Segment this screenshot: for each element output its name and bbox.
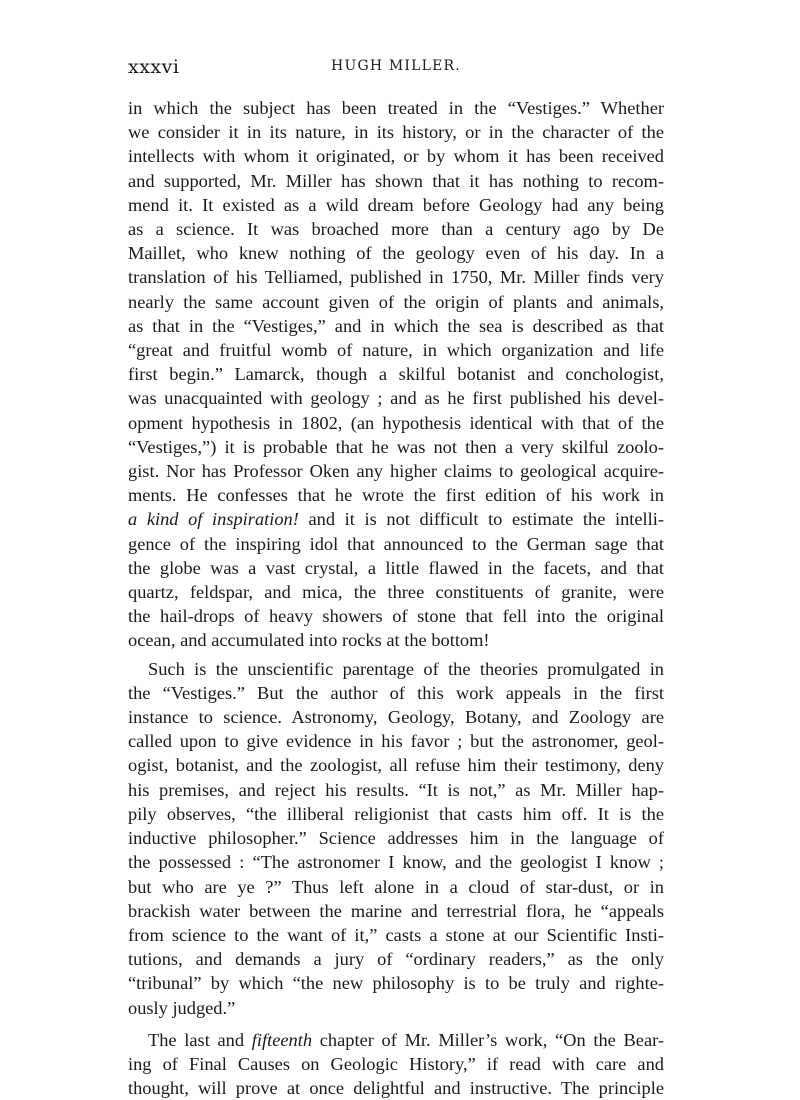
text-line bbox=[128, 144, 664, 168]
text-line bbox=[128, 411, 664, 435]
text-segment: the globe was a vast crystal, a little flawed in the facets, and that bbox=[128, 557, 664, 578]
italic-text: fifteenth bbox=[251, 1029, 313, 1050]
text-segment: ogist, botanist, and the zoologist, all refuse him their testimony, deny bbox=[128, 755, 664, 776]
text-segment: ing of Final Causes on Geologic History,” if read with care and bbox=[128, 1053, 664, 1074]
text-line bbox=[128, 778, 664, 802]
text-line bbox=[128, 899, 664, 923]
text-line bbox=[128, 971, 664, 995]
text-line bbox=[128, 1028, 664, 1052]
text-line bbox=[128, 802, 664, 826]
text-segment: thought, will prove at once delightful and instructive. The principle bbox=[128, 1078, 664, 1099]
text-segment: mend it. It existed as a wild dream before Geology had any being bbox=[128, 194, 664, 215]
text-line bbox=[128, 362, 664, 386]
text-line bbox=[128, 681, 664, 705]
text-segment: and supported, Mr. Miller has shown that it has nothing to recom- bbox=[128, 170, 664, 191]
text-line bbox=[128, 483, 664, 507]
text-line bbox=[128, 459, 664, 483]
text-segment: from science to the want of it,” casts a stone at our Scientific Insti- bbox=[128, 924, 664, 945]
text-segment: Maillet, who knew nothing of the geology even of his day. In a bbox=[128, 243, 664, 264]
paragraph-1 bbox=[128, 96, 664, 653]
text-segment: the possessed : “The astronomer I know, and the geologist I know ; bbox=[128, 852, 664, 873]
paragraph-3 bbox=[128, 1028, 664, 1100]
text-line bbox=[128, 604, 664, 628]
text-segment: called upon to give evidence in his favor ; but the astronomer, geol- bbox=[128, 731, 664, 752]
text-segment: “Vestiges,”) it is probable that he was not then a very skilful zoolo- bbox=[128, 436, 664, 457]
text-line bbox=[128, 193, 664, 217]
text-segment: “tribunal” by which “the new philosophy is to be truly and righte- bbox=[128, 973, 664, 994]
text-line bbox=[128, 338, 664, 362]
text-segment: The last and bbox=[148, 1029, 252, 1050]
text-segment: as a science. It was broached more than a century ago by De bbox=[128, 219, 664, 240]
text-segment: in which the subject has been treated in the “Vestiges.” Whether bbox=[128, 98, 664, 118]
text-line bbox=[128, 169, 664, 193]
text-segment: gist. Nor has Professor Oken any higher claims to geological acquire- bbox=[128, 461, 664, 482]
text-segment: gence of the inspiring idol that announced to the German sage that bbox=[128, 533, 664, 554]
text-line bbox=[128, 923, 664, 947]
text-line bbox=[128, 217, 664, 241]
text-line bbox=[128, 705, 664, 729]
text-segment: but who are ye ?” Thus left alone in a cloud of star-dust, or in bbox=[128, 876, 664, 897]
text-line bbox=[128, 657, 664, 681]
text-segment: Such is the unscientific parentage of the theories promulgated in bbox=[148, 658, 664, 679]
text-line bbox=[128, 1076, 664, 1100]
text-segment: “great and fruitful womb of nature, in which organization and life bbox=[128, 340, 664, 361]
body-text bbox=[128, 96, 664, 1100]
text-segment: the hail-drops of heavy showers of stone that fell into the original bbox=[128, 606, 664, 627]
text-line bbox=[128, 580, 664, 604]
text-line bbox=[128, 507, 664, 531]
text-segment: the “Vestiges.” But the author of this work appeals in the first bbox=[128, 682, 664, 703]
text-line bbox=[128, 1052, 664, 1076]
text-line bbox=[128, 556, 664, 580]
text-segment: ments. He confesses that he wrote the first edition of his work in bbox=[128, 485, 664, 506]
text-segment: instance to science. Astronomy, Geology, Botany, and Zoology are bbox=[128, 707, 664, 728]
text-line bbox=[128, 314, 664, 338]
text-segment: first begin.” Lamarck, though a skilful botanist and conchologist, bbox=[128, 364, 664, 385]
text-line bbox=[128, 241, 664, 265]
page-number: xxxvi bbox=[128, 56, 180, 78]
paragraph-2 bbox=[128, 657, 664, 1020]
running-title: HUGH MILLER. bbox=[331, 58, 461, 74]
text-segment: nearly the same account given of the origin of plants and animals, bbox=[128, 291, 664, 312]
italic-text: a kind of inspiration! bbox=[128, 509, 299, 530]
text-line bbox=[128, 729, 664, 753]
text-line bbox=[128, 947, 664, 971]
text-line bbox=[128, 875, 664, 899]
text-line bbox=[128, 996, 664, 1020]
text-segment: quartz, feldspar, and mica, the three constituents of granite, were bbox=[128, 582, 664, 603]
text-segment: inductive philosopher.” Science addresses him in the language of bbox=[128, 828, 664, 849]
text-segment: ocean, and accumulated into rocks at the bottom! bbox=[128, 630, 490, 651]
text-line bbox=[128, 850, 664, 874]
text-line bbox=[128, 120, 664, 144]
text-segment: we consider it in its nature, in its history, or in the character of the bbox=[128, 122, 664, 143]
text-segment: intellects with whom it originated, or by whom it has been received bbox=[128, 146, 664, 167]
text-line bbox=[128, 532, 664, 556]
text-line bbox=[128, 386, 664, 410]
text-segment: tutions, and demands a jury of “ordinary readers,” as the only bbox=[128, 949, 664, 970]
text-segment: as that in the “Vestiges,” and in which the sea is described as that bbox=[128, 315, 664, 336]
text-line bbox=[128, 96, 664, 120]
text-line bbox=[128, 753, 664, 777]
text-line bbox=[128, 435, 664, 459]
text-segment: opment hypothesis in 1802, (an hypothesis identical with that of the bbox=[128, 412, 664, 433]
text-line bbox=[128, 826, 664, 850]
text-line bbox=[128, 290, 664, 314]
text-segment: and it is not difficult to estimate the intelli- bbox=[298, 509, 665, 530]
text-segment: his premises, and reject his results. “It is not,” as Mr. Miller hap- bbox=[128, 779, 664, 800]
text-segment: brackish water between the marine and terrestrial flora, he “appeals bbox=[128, 900, 664, 921]
text-segment: ously judged.” bbox=[128, 997, 236, 1018]
text-segment: pily observes, “the illiberal religionist that casts him off. It is the bbox=[128, 803, 664, 824]
text-line bbox=[128, 265, 664, 289]
running-head bbox=[128, 56, 664, 80]
text-segment: translation of his Telliamed, published in 1750, Mr. Miller finds very bbox=[128, 267, 664, 288]
text-segment: chapter of Mr. Miller’s work, “On the Bear- bbox=[312, 1029, 664, 1050]
text-segment: was unacquainted with geology ; and as he first published his devel- bbox=[128, 388, 664, 409]
text-line bbox=[128, 628, 664, 652]
